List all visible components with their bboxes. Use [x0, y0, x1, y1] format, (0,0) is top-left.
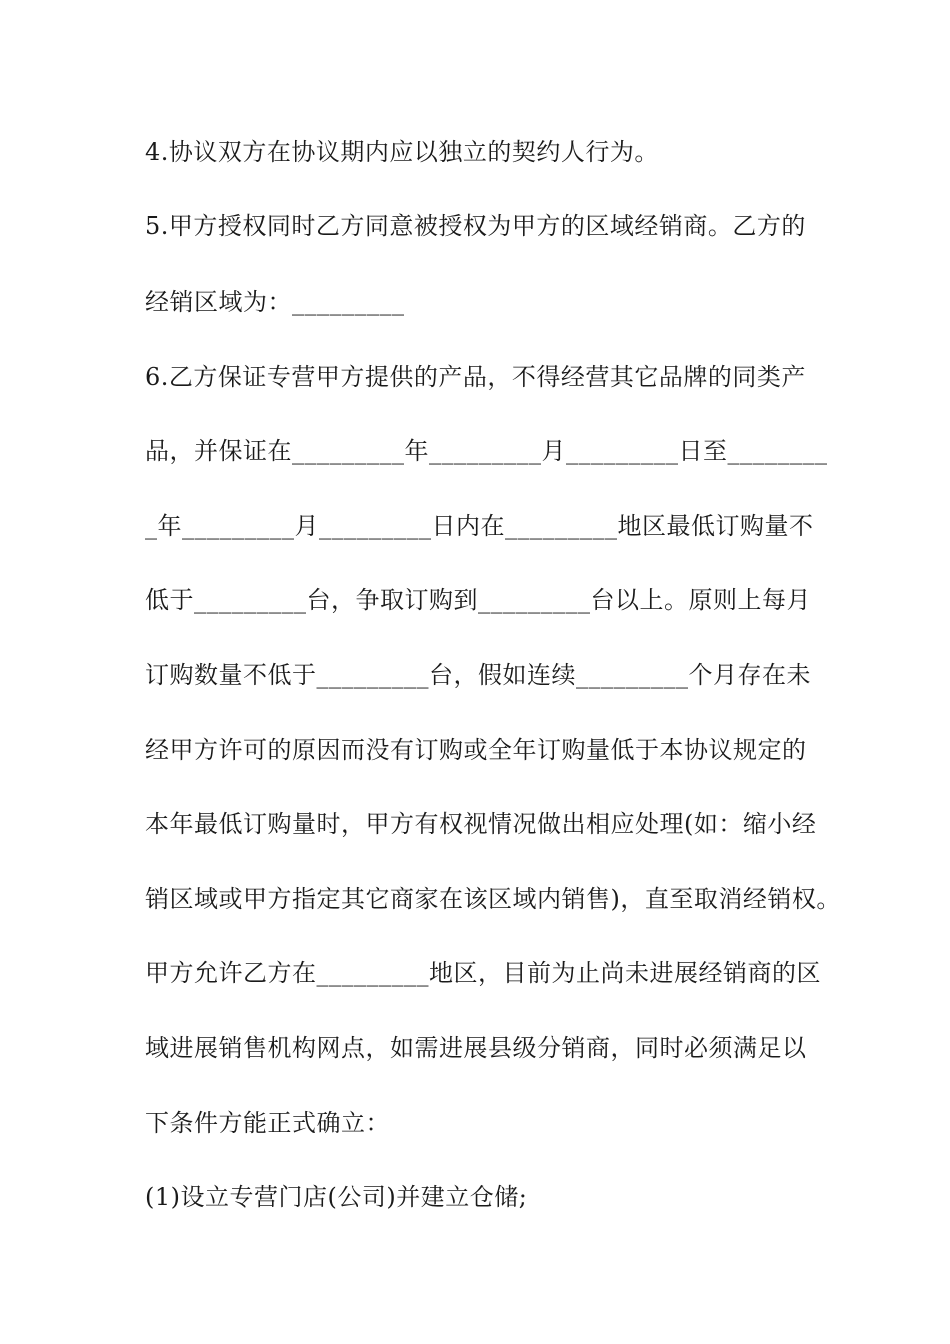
text-line-15: (1)设立专营门店(公司)并建立仓储; — [145, 1183, 528, 1211]
text-line-11: 销区域或甲方指定其它商家在该区域内销售)，直至取消经销权。 — [145, 885, 841, 913]
text-line-1: 4.协议双方在协议期内应以独立的契约人行为。 — [145, 138, 659, 166]
text-line-12: 甲方允许乙方在_________地区，目前为止尚未进展经销商的区 — [145, 959, 821, 987]
text-line-10: 本年最低订购量时，甲方有权视情况做出相应处理(如：缩小经 — [145, 810, 817, 838]
text-line-3: 经销区域为：_________ — [145, 288, 405, 316]
text-line-6: _年_________月_________日内在_________地区最低订购量不 — [145, 512, 814, 540]
text-line-4: 6.乙方保证专营甲方提供的产品，不得经营其它品牌的同类产 — [145, 363, 806, 391]
text-line-14: 下条件方能正式确立： — [145, 1109, 390, 1137]
text-line-7: 低于_________台，争取订购到_________台以上。原则上每月 — [145, 586, 811, 614]
text-line-13: 域进展销售机构网点，如需进展县级分销商，同时必须满足以 — [145, 1034, 807, 1062]
text-line-5: 品，并保证在_________年_________月_________日至________ — [145, 437, 828, 465]
text-line-2: 5.甲方授权同时乙方同意被授权为甲方的区域经销商。乙方的 — [145, 212, 806, 240]
text-line-8: 订购数量不低于_________台，假如连续_________个月存在未 — [145, 661, 811, 689]
text-line-9: 经甲方许可的原因而没有订购或全年订购量低于本协议规定的 — [145, 736, 807, 764]
